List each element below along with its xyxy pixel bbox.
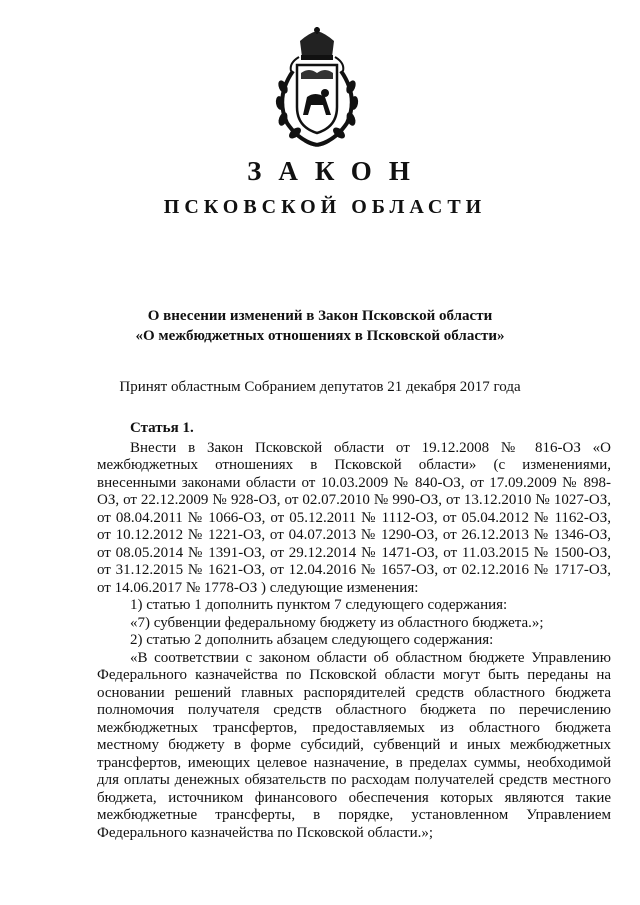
subject-line-1: О внесении изменений в Закон Псковской области (147, 308, 493, 324)
item-1-text: «7) субвенции федеральному бюджету из областного бюджета.»; (130, 614, 544, 631)
item-1: 1) статью 1 дополнить пунктом 7 следующего содержания: (130, 597, 508, 613)
coat-of-arms-icon (269, 27, 365, 151)
article-intro: Внести в Закон Псковской области от 19.12.2008 № 816-ОЗ «О межбюджетных отношениях в Псковской области» (с изменениями, внесенными законами области от 10.03.2009 № 840-ОЗ, от 17.09.2009 № 898-ОЗ, от 22.12.2009 № 928-ОЗ, от 02.07.2010 № 990-ОЗ, от 13.12.2010 № 1027-ОЗ, от 08.04.2011 № 1066-ОЗ, от 05.12.2011 № 1112-ОЗ, от 05.04.2012 № 1162-ОЗ, от 10.12.2012 № 1221-ОЗ, от 04.07.2013 № 1290-ОЗ, от 26.12.2013 № 1346-ОЗ, от 08.05.2014 № 1391-ОЗ, от 29.12.2014 № 1471-ОЗ, от 11.03.2015 № 1500-ОЗ, от 31.12.2015 № 1621-ОЗ, от 12.04.2016 № 1657-ОЗ, от 02.12.2016 № 1717-ОЗ, от 14.06.2017 № 1778-ОЗ ) следующие изменения: (97, 439, 611, 596)
adoption-note: Принят областным Собранием депутатов 21 декабря 2017 года (119, 379, 521, 395)
article-title: Статья 1. (130, 420, 194, 436)
subject-line-2: «О межбюджетных отношениях в Псковской области» (135, 328, 505, 344)
item-2-text: «В соответствии с законом области об областном бюджете Управлению Федерального казначейства по Псковской области могут быть переданы на основании решений главных распорядителей средств областного бюджета полномочия получателя средств областного бюджета по перечислению межбюджетных трансфертов, предоставляемых из областного бюджета местному бюджету в форме субсидий, субвенций и иных межбюджетных трансфертов, имеющих целевое назначение, в пределах суммы, необходимой для оплаты денежных обязательств по расходам получателей средств местного бюджета, источником финансового обеспечения которых являются такие межбюджетные трансферты, в порядке, установленном Управлением Федерального казначейства по Псковской области.»; (97, 649, 611, 841)
document-title: ЗАКОН (247, 156, 427, 186)
article-body (97, 420, 611, 842)
law-subject (0, 306, 640, 346)
item-2: 2) статью 2 дополнить абзацем следующего содержания: (130, 632, 494, 648)
document-region: ПСКОВСКОЙ ОБЛАСТИ (163, 196, 487, 218)
